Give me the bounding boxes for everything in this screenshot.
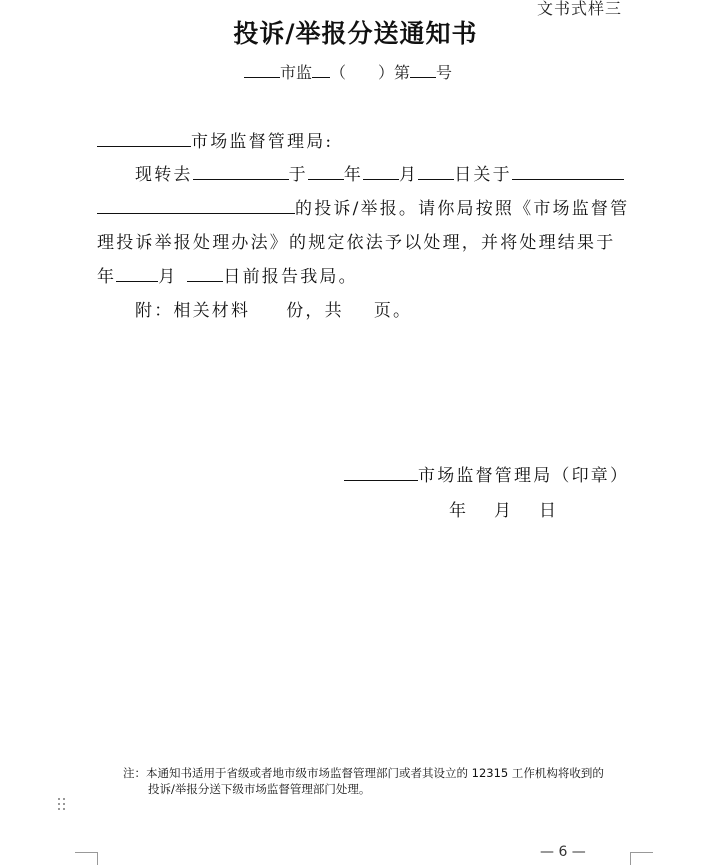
body-line-1 [135, 160, 624, 185]
footnote-line-2: 投诉/举报分送下级市场监督管理部门处理。 [148, 782, 371, 796]
deadline-end: 日前报告我局。 [223, 267, 358, 287]
attachment-copies: 份，共 [286, 301, 344, 321]
docno-part3: ）第 [378, 63, 411, 82]
complaint-text: 的投诉/举报。请你局按照《市场监督管 [295, 199, 630, 219]
docno-part2: （ [330, 63, 347, 82]
document-number [244, 60, 452, 83]
sign-month: 月 [494, 501, 511, 521]
footnote-line-1: 注：本通知书适用于省级或者地市级市场监督管理部门或者其设立的 12315 工作机构将收到的 [123, 766, 604, 780]
deadline-month: 月 [158, 267, 178, 287]
text-yu: 于 [288, 165, 308, 185]
sign-day: 日 [539, 501, 556, 521]
text-month: 月 [399, 165, 419, 185]
page-number: — 6 — [540, 844, 586, 860]
blank-month [363, 162, 399, 180]
docno-part4: 号 [436, 63, 453, 82]
body-line-2 [97, 194, 629, 219]
addressee-suffix: 市场监督管理局: [191, 132, 334, 152]
drag-handle-icon[interactable] [58, 798, 66, 812]
seal-text: 市场监督管理局（印章） [418, 466, 630, 486]
body-line-3: 理投诉举报处理办法》的规定依法予以处理，并将处理结果于 [97, 233, 616, 253]
attachment-prefix: 附：相关材料 [135, 301, 251, 321]
body-line-4 [97, 262, 358, 287]
blank-deadline-day [187, 264, 223, 282]
docno-blank-3 [410, 61, 436, 78]
deadline-year: 年 [97, 267, 117, 287]
docno-blank-2 [312, 61, 330, 78]
document-title: 投诉/举报分送通知书 [233, 19, 478, 48]
addressee-line [97, 127, 333, 152]
text-day-about: 日关于 [454, 165, 512, 185]
crop-mark-right [630, 852, 653, 865]
blank-from [193, 162, 289, 180]
seal-blank [344, 463, 418, 481]
docno-blank-1 [244, 61, 280, 78]
text-year: 年 [343, 165, 364, 185]
addressee-blank [97, 129, 191, 147]
blank-subject [512, 162, 624, 180]
blank-subject-cont [97, 196, 295, 214]
crop-mark-left [75, 852, 98, 865]
attachment-pages: 页。 [373, 301, 413, 321]
seal-line [344, 461, 629, 486]
sign-date [449, 496, 584, 521]
blank-deadline-month [116, 264, 158, 282]
transfer-prefix: 现转去 [135, 165, 193, 185]
attachment-line [135, 296, 412, 321]
blank-year [308, 162, 344, 180]
sign-year: 年 [449, 501, 466, 521]
document-type-label: 文书式样三 [537, 0, 623, 18]
docno-part1: 市监 [280, 63, 313, 82]
blank-day [418, 162, 454, 180]
